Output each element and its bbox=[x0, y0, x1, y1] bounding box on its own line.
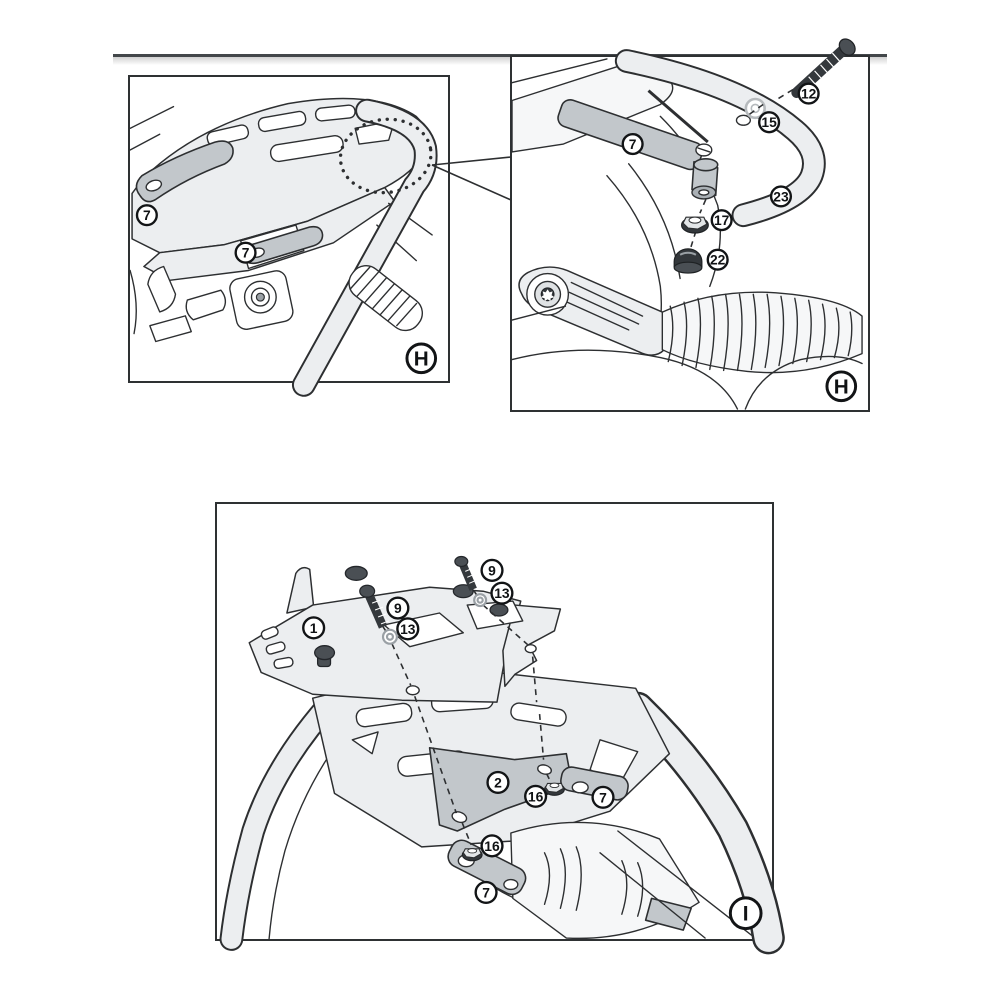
callout-9-left bbox=[387, 598, 408, 619]
callout-23 bbox=[771, 187, 791, 207]
callout-17 bbox=[712, 210, 732, 230]
callout-label: 7 bbox=[241, 244, 250, 261]
footpeg-arm bbox=[519, 267, 674, 355]
panel-letter-badge bbox=[730, 898, 761, 929]
washer-13-left bbox=[383, 630, 397, 644]
callout-label: 7 bbox=[143, 207, 151, 224]
callout-16-left bbox=[482, 835, 503, 856]
callout-label: 23 bbox=[773, 188, 789, 205]
panel-h-detail bbox=[510, 55, 870, 412]
callout-1 bbox=[303, 617, 324, 638]
callout-label: 1 bbox=[309, 619, 318, 636]
panel-letter: I bbox=[742, 902, 749, 926]
callout-label: 12 bbox=[800, 85, 817, 102]
callout-9-right bbox=[482, 560, 503, 581]
callout-7 bbox=[623, 134, 643, 154]
callout-label: 16 bbox=[527, 788, 544, 805]
callout-7 bbox=[236, 243, 256, 263]
callout-7-left bbox=[476, 882, 497, 903]
callout-13-left bbox=[397, 618, 418, 639]
panel-letter: H bbox=[413, 347, 429, 371]
rack-overview-drawing bbox=[130, 77, 448, 381]
nut-16-right bbox=[545, 783, 565, 795]
callout-label: 2 bbox=[494, 774, 502, 791]
nut-16-left bbox=[462, 849, 482, 861]
bodywork-lines bbox=[130, 107, 173, 150]
footpeg-rubber bbox=[662, 292, 862, 372]
panel-letter-badge bbox=[407, 344, 436, 373]
callout-label: 16 bbox=[484, 837, 500, 854]
callout-22 bbox=[708, 250, 728, 270]
panel-h-overview bbox=[128, 75, 450, 383]
callout-7-right bbox=[593, 787, 614, 808]
callout-label: 13 bbox=[494, 585, 510, 602]
panel-i-assembly bbox=[215, 502, 774, 941]
panel-letter-badge bbox=[827, 372, 856, 401]
callout-label: 9 bbox=[394, 599, 402, 616]
panel-letter: H bbox=[833, 375, 849, 399]
callout-label: 7 bbox=[628, 135, 637, 152]
cap-22 bbox=[674, 249, 702, 273]
washer-13-right bbox=[474, 594, 486, 606]
callout-12 bbox=[799, 84, 819, 104]
callout-label: 13 bbox=[400, 620, 416, 637]
callout-label: 15 bbox=[761, 114, 777, 131]
callout-16-right bbox=[525, 786, 546, 807]
callout-label: 17 bbox=[713, 212, 730, 229]
callout-label: 7 bbox=[599, 789, 607, 806]
callout-13-right bbox=[492, 583, 513, 604]
callout-15 bbox=[759, 112, 779, 132]
mount-detail-drawing bbox=[512, 57, 868, 410]
tail-bodywork bbox=[511, 822, 753, 938]
callout-2 bbox=[488, 772, 509, 793]
exploded-assembly-drawing bbox=[217, 504, 772, 939]
callout-label: 7 bbox=[482, 884, 490, 901]
callout-label: 9 bbox=[488, 562, 496, 579]
nut-17 bbox=[682, 217, 709, 233]
callout-label: 22 bbox=[709, 251, 726, 268]
callout-7 bbox=[137, 205, 157, 225]
